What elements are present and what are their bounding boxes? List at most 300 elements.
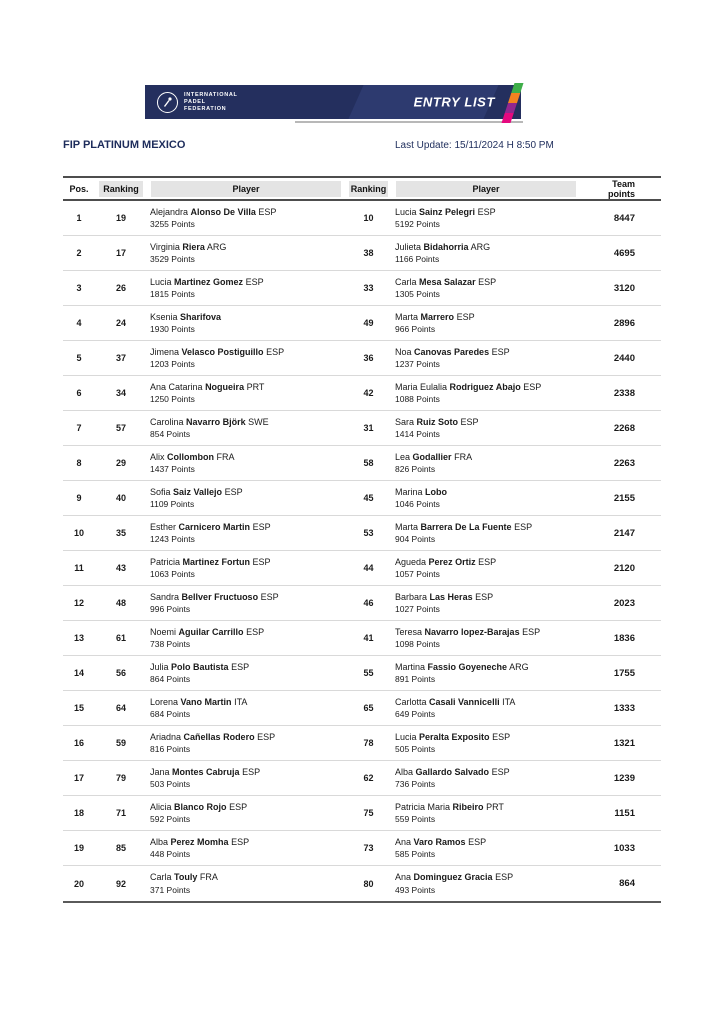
player-first-name: Lucia xyxy=(395,731,417,742)
player-last-name: Touly xyxy=(174,872,198,882)
position-value: 16 xyxy=(73,738,84,748)
player-last-name: Aguilar Carrillo xyxy=(178,626,244,637)
player-name-right xyxy=(395,206,580,219)
player-last-name: Rodriguez Abajo xyxy=(449,381,521,392)
player-points-right: 736 Points xyxy=(395,779,436,789)
ranking-value-right: 38 xyxy=(363,248,374,258)
ranking-value-left: 35 xyxy=(115,528,126,538)
team-points-value: 2120 xyxy=(613,562,635,574)
table-row xyxy=(63,306,661,341)
ranking-value-left: 37 xyxy=(115,353,126,363)
player-last-name: Bidahorria xyxy=(423,241,469,252)
player-last-name: Blanco Rojo xyxy=(174,801,227,812)
player-last-name: Bellver Fructuoso xyxy=(181,591,259,602)
ranking-value-left: 26 xyxy=(115,283,126,293)
player-points-right: 5192 Points xyxy=(395,219,440,229)
ranking-value-right: 55 xyxy=(363,668,374,678)
player-name-right xyxy=(395,661,580,674)
player-points-left: 1815 Points xyxy=(150,289,195,299)
player-name-left xyxy=(150,766,345,779)
player-first-name: Carlotta xyxy=(395,696,427,707)
player-cell-right xyxy=(392,486,580,511)
team-points-value: 3120 xyxy=(613,282,635,294)
player-last-name: Peralta Exposito xyxy=(419,731,490,742)
team-points-value: 2023 xyxy=(613,597,635,609)
player-name-left xyxy=(150,416,345,429)
header-team-points: Team points xyxy=(608,178,635,199)
player-points-right: 585 Points xyxy=(395,849,436,859)
player-country-code: ESP xyxy=(523,381,542,392)
player-points-right: 1414 Points xyxy=(395,429,440,439)
player-first-name: Marta xyxy=(395,311,419,322)
player-cell-right xyxy=(392,311,580,336)
player-first-name: Esther xyxy=(150,521,177,532)
position-value: 17 xyxy=(73,773,84,783)
player-cell-right xyxy=(392,276,580,301)
table-row xyxy=(63,446,661,481)
player-name-right xyxy=(395,696,580,709)
position-value: 12 xyxy=(73,598,84,608)
position-value: 14 xyxy=(73,668,84,678)
position-value: 8 xyxy=(76,458,82,468)
player-name-left xyxy=(150,556,345,569)
player-name-left xyxy=(150,591,345,604)
player-first-name: Lea xyxy=(395,451,411,462)
ranking-value-left: 59 xyxy=(115,738,126,748)
player-points-left: 738 Points xyxy=(150,639,191,649)
position-value: 11 xyxy=(74,563,84,573)
team-points-value: 1151 xyxy=(614,807,635,819)
player-country-code: ESP xyxy=(252,556,271,567)
player-country-code: ESP xyxy=(231,836,250,847)
player-last-name: Lobo xyxy=(425,486,448,497)
player-country-code: ESP xyxy=(456,311,475,322)
player-last-name: Carnicero Martin xyxy=(178,521,251,532)
page-title: FIP PLATINUM MEXICO xyxy=(63,139,186,151)
team-points-value: 1836 xyxy=(613,632,635,644)
player-cell-right xyxy=(392,661,580,686)
player-points-left: 1250 Points xyxy=(150,394,195,404)
ranking-value-right: 80 xyxy=(363,878,374,889)
player-country-code: PRT xyxy=(246,381,265,392)
ranking-value-left: 29 xyxy=(115,458,126,468)
player-points-left: 864 Points xyxy=(150,674,191,684)
table-row xyxy=(63,516,661,551)
position-value: 10 xyxy=(73,528,84,538)
table-row xyxy=(63,796,661,831)
player-cell-left xyxy=(147,766,345,791)
player-cell-left xyxy=(147,416,345,441)
player-cell-right xyxy=(392,871,580,896)
table-row xyxy=(63,481,661,516)
player-country-code: FRA xyxy=(454,451,473,462)
player-points-right: 649 Points xyxy=(395,709,436,719)
player-country-code: ARG xyxy=(509,661,529,672)
player-points-right: 1305 Points xyxy=(395,289,440,299)
player-first-name: Carla xyxy=(150,872,172,882)
player-cell-right xyxy=(392,521,580,546)
player-name-right xyxy=(395,731,580,744)
player-first-name: Ksenia xyxy=(150,311,178,322)
position-value: 13 xyxy=(73,633,84,643)
player-first-name: Barbara xyxy=(395,591,428,602)
player-country-code: ESP xyxy=(252,521,271,532)
player-cell-right xyxy=(392,241,580,266)
player-country-code: ESP xyxy=(231,661,250,672)
team-points-value: 4695 xyxy=(613,247,635,259)
player-points-right: 1088 Points xyxy=(395,394,440,404)
team-points-value: 2440 xyxy=(613,352,635,364)
player-country-code: PRT xyxy=(486,801,504,812)
player-points-left: 816 Points xyxy=(150,744,191,754)
player-cell-left xyxy=(147,486,345,511)
player-first-name: Lucia xyxy=(150,276,172,287)
org-name-line2: PADEL xyxy=(184,98,206,105)
player-points-left: 371 Points xyxy=(150,884,191,895)
ranking-value-right: 78 xyxy=(363,738,374,748)
player-name-left xyxy=(150,731,345,744)
player-last-name: Canovas Paredes xyxy=(414,346,490,357)
player-last-name: Cañellas Rodero xyxy=(183,731,255,742)
ranking-value-right: 41 xyxy=(363,633,374,643)
position-value: 19 xyxy=(73,843,84,853)
player-country-code: ITA xyxy=(502,696,516,707)
player-first-name: Maria Eulalia xyxy=(395,381,448,392)
player-cell-left xyxy=(147,591,345,616)
team-points-value: 1333 xyxy=(613,702,635,714)
player-name-left xyxy=(150,206,345,219)
player-last-name: Martinez Gomez xyxy=(174,276,244,287)
player-cell-right xyxy=(392,346,580,371)
player-first-name: Alejandra xyxy=(150,206,189,217)
player-points-right: 505 Points xyxy=(395,744,436,754)
table-row xyxy=(63,726,661,761)
player-country-code: ESP xyxy=(491,346,510,357)
player-country-code: ESP xyxy=(266,346,285,357)
player-points-left: 1243 Points xyxy=(150,534,195,544)
player-points-left: 996 Points xyxy=(150,604,191,614)
entry-list-table xyxy=(63,176,661,903)
team-points-value: 2338 xyxy=(613,387,635,399)
player-country-code: ESP xyxy=(245,276,264,287)
player-first-name: Patricia Maria xyxy=(395,801,451,812)
team-points-value: 1033 xyxy=(613,842,635,854)
player-name-left xyxy=(150,241,345,254)
player-first-name: Lorena xyxy=(150,696,179,707)
player-last-name: Polo Bautista xyxy=(171,661,229,672)
player-first-name: Sofia xyxy=(150,486,171,497)
player-last-name: Fassio Goyeneche xyxy=(427,661,508,672)
player-last-name: Gallardo Salvado xyxy=(415,766,490,777)
player-name-right xyxy=(395,276,580,289)
ranking-value-right: 49 xyxy=(363,318,374,328)
ranking-value-right: 45 xyxy=(363,493,374,503)
ranking-value-right: 33 xyxy=(363,283,374,293)
position-value: 7 xyxy=(76,423,82,433)
player-name-right xyxy=(395,626,580,639)
player-cell-right xyxy=(392,206,580,231)
ranking-value-right: 42 xyxy=(363,388,374,398)
table-row xyxy=(63,236,661,271)
player-country-code: ESP xyxy=(257,731,276,742)
player-cell-left xyxy=(147,346,345,371)
team-points-value: 2147 xyxy=(613,527,635,539)
position-value: 1 xyxy=(76,213,82,223)
player-last-name: Alonso De Villa xyxy=(190,206,256,217)
ranking-value-left: 56 xyxy=(115,668,126,678)
position-value: 9 xyxy=(76,493,82,503)
player-last-name: Montes Cabruja xyxy=(172,766,240,777)
player-last-name: Martinez Fortun xyxy=(182,556,251,567)
player-cell-left xyxy=(147,661,345,686)
player-points-right: 1027 Points xyxy=(395,604,440,614)
player-country-code: ITA xyxy=(234,696,248,707)
player-name-left xyxy=(150,311,345,324)
player-country-code: ESP xyxy=(475,591,494,602)
player-first-name: Alba xyxy=(395,766,414,777)
player-name-left xyxy=(150,871,345,884)
ranking-value-left: 17 xyxy=(115,248,126,258)
player-first-name: Marina xyxy=(395,486,423,497)
player-first-name: Martina xyxy=(395,661,426,672)
player-first-name: Ana Catarina xyxy=(150,381,203,392)
player-country-code: ESP xyxy=(224,486,243,497)
ranking-value-left: 64 xyxy=(115,703,126,713)
player-name-right xyxy=(395,801,580,814)
ranking-value-left: 19 xyxy=(115,213,126,223)
player-name-left xyxy=(150,696,345,709)
table-row xyxy=(63,376,661,411)
last-update: Last Update: 15/11/2024 H 8:50 PM xyxy=(395,140,554,151)
player-cell-left xyxy=(147,311,345,336)
player-cell-right xyxy=(392,626,580,651)
banner-underline xyxy=(295,121,523,123)
ranking-value-left: 79 xyxy=(115,773,126,783)
player-points-right: 1046 Points xyxy=(395,499,440,509)
player-country-code: FRA xyxy=(199,872,218,882)
player-points-left: 3529 Points xyxy=(150,254,195,264)
player-points-right: 1166 Points xyxy=(395,254,440,264)
player-name-left xyxy=(150,836,345,849)
table-row xyxy=(63,761,661,796)
table-row xyxy=(63,656,661,691)
player-points-right: 559 Points xyxy=(395,814,436,824)
table-row xyxy=(63,691,661,726)
position-value: 18 xyxy=(73,808,84,818)
ranking-value-left: 71 xyxy=(115,808,126,818)
player-name-right xyxy=(395,311,580,324)
player-cell-right xyxy=(392,801,580,826)
player-points-left: 1203 Points xyxy=(150,359,195,369)
player-name-left xyxy=(150,451,345,464)
table-row xyxy=(63,201,661,236)
position-value: 2 xyxy=(76,248,82,258)
player-name-right xyxy=(395,591,580,604)
ranking-value-left: 34 xyxy=(115,388,126,398)
player-country-code: ESP xyxy=(492,731,511,742)
player-points-left: 684 Points xyxy=(150,709,191,719)
table-body xyxy=(63,201,661,903)
player-first-name: Marta xyxy=(395,521,419,532)
player-last-name: Barrera De La Fuente xyxy=(420,521,512,532)
player-name-right xyxy=(395,486,580,499)
team-points-value: 2268 xyxy=(613,422,635,434)
player-points-right: 1098 Points xyxy=(395,639,440,649)
player-first-name: Ana xyxy=(395,836,412,847)
player-last-name: Nogueira xyxy=(205,381,245,392)
player-points-left: 1063 Points xyxy=(150,569,195,579)
player-name-left xyxy=(150,801,345,814)
player-last-name: Collombon xyxy=(167,451,215,462)
player-points-left: 592 Points xyxy=(150,814,191,824)
player-name-left xyxy=(150,346,345,359)
table-row xyxy=(63,586,661,621)
org-name xyxy=(184,92,238,113)
player-name-right xyxy=(395,871,580,884)
player-country-code: ESP xyxy=(491,766,510,777)
player-first-name: Sandra xyxy=(150,591,180,602)
player-country-code: ESP xyxy=(246,626,265,637)
player-country-code: ESP xyxy=(258,206,277,217)
entry-list-label: ENTRY LIST xyxy=(413,94,495,110)
header-ranking-right: Ranking xyxy=(345,181,392,197)
ranking-value-left: 40 xyxy=(115,493,126,503)
player-name-left xyxy=(150,521,345,534)
player-first-name: Ariadna xyxy=(150,731,182,742)
table-row xyxy=(63,866,661,901)
player-cell-left xyxy=(147,871,345,896)
player-last-name: Riera xyxy=(182,241,205,252)
player-cell-left xyxy=(147,801,345,826)
player-last-name: Navarro lopez-Barajas xyxy=(424,626,520,637)
ranking-value-left: 43 xyxy=(115,563,126,573)
player-last-name: Las Heras xyxy=(429,591,473,602)
stripe-purple-icon xyxy=(505,103,517,113)
team-points-value: 1239 xyxy=(613,772,635,784)
player-first-name: Carolina xyxy=(150,416,184,427)
player-points-left: 3255 Points xyxy=(150,219,195,229)
player-country-code: ARG xyxy=(206,241,227,252)
team-points-value: 864 xyxy=(619,878,635,889)
player-first-name: Agueda xyxy=(395,556,427,567)
team-points-value: 1755 xyxy=(613,667,635,679)
player-first-name: Julia xyxy=(150,661,169,672)
player-country-code: ESP xyxy=(468,836,487,847)
player-country-code: ARG xyxy=(470,241,491,252)
player-country-code: ESP xyxy=(242,766,261,777)
player-first-name: Lucia xyxy=(395,206,417,217)
ranking-value-right: 44 xyxy=(363,563,374,573)
player-cell-left xyxy=(147,836,345,861)
player-points-right: 904 Points xyxy=(395,534,436,544)
player-cell-right xyxy=(392,766,580,791)
player-cell-right xyxy=(392,731,580,756)
header-banner xyxy=(145,85,521,119)
ranking-value-right: 65 xyxy=(363,703,374,713)
player-country-code: ESP xyxy=(478,556,497,567)
player-first-name: Noemi xyxy=(150,626,177,637)
player-first-name: Jana xyxy=(150,766,170,777)
position-value: 4 xyxy=(76,318,82,328)
player-country-code: SWE xyxy=(248,416,269,427)
ranking-value-right: 31 xyxy=(363,423,374,433)
player-first-name: Ana xyxy=(395,872,412,882)
stripe-orange-icon xyxy=(508,93,520,103)
player-last-name: Vano Martin xyxy=(180,696,232,707)
player-last-name: Perez Momha xyxy=(170,836,229,847)
player-points-right: 891 Points xyxy=(395,674,436,684)
header-pos: Pos. xyxy=(69,183,89,194)
player-cell-left xyxy=(147,276,345,301)
position-value: 5 xyxy=(76,353,82,363)
player-last-name: Mesa Salazar xyxy=(419,276,476,287)
header-player-right: Player xyxy=(392,181,580,197)
table-row xyxy=(63,551,661,586)
player-first-name: Noa xyxy=(395,346,412,357)
ranking-value-right: 62 xyxy=(363,773,374,783)
player-name-right xyxy=(395,556,580,569)
table-row xyxy=(63,831,661,866)
player-name-right xyxy=(395,241,580,254)
player-cell-right xyxy=(392,696,580,721)
ranking-value-left: 92 xyxy=(115,878,126,889)
ranking-value-right: 46 xyxy=(363,598,374,608)
banner-color-stripes xyxy=(502,83,524,123)
player-first-name: Carla xyxy=(395,276,417,287)
player-last-name: Dominguez Gracia xyxy=(413,872,493,882)
player-name-right xyxy=(395,346,580,359)
ipf-logo-icon xyxy=(157,92,178,113)
player-last-name: Varo Ramos xyxy=(413,836,466,847)
player-country-code: ESP xyxy=(514,521,533,532)
player-points-right: 966 Points xyxy=(395,324,436,334)
player-last-name: Ruiz Soto xyxy=(416,416,459,427)
player-cell-left xyxy=(147,206,345,231)
player-cell-right xyxy=(392,416,580,441)
player-cell-left xyxy=(147,696,345,721)
header-player-left: Player xyxy=(147,181,345,197)
position-value: 3 xyxy=(76,283,82,293)
player-cell-left xyxy=(147,381,345,406)
player-name-right xyxy=(395,766,580,779)
ranking-value-left: 24 xyxy=(115,318,126,328)
player-points-right: 826 Points xyxy=(395,464,436,474)
table-row xyxy=(63,621,661,656)
player-name-left xyxy=(150,381,345,394)
player-cell-right xyxy=(392,556,580,581)
player-name-right xyxy=(395,451,580,464)
player-first-name: Alix xyxy=(150,451,165,462)
player-country-code: ESP xyxy=(522,626,541,637)
position-value: 20 xyxy=(73,878,84,889)
player-points-left: 448 Points xyxy=(150,849,191,859)
player-first-name: Alba xyxy=(150,836,169,847)
player-last-name: Perez Ortiz xyxy=(428,556,476,567)
org-name-line3: FEDERATION xyxy=(184,105,227,112)
player-country-code: ESP xyxy=(495,872,514,882)
ranking-value-right: 58 xyxy=(363,458,374,468)
org-name-line1: INTERNATIONAL xyxy=(184,91,238,98)
player-points-left: 1930 Points xyxy=(150,324,195,334)
ranking-value-left: 85 xyxy=(115,843,126,853)
team-points-value: 8447 xyxy=(613,212,635,224)
player-points-left: 503 Points xyxy=(150,779,191,789)
player-cell-left xyxy=(147,451,345,476)
player-first-name: Alicia xyxy=(150,801,172,812)
player-name-right xyxy=(395,521,580,534)
team-points-value: 2896 xyxy=(613,317,635,329)
player-first-name: Virginia xyxy=(150,241,180,252)
